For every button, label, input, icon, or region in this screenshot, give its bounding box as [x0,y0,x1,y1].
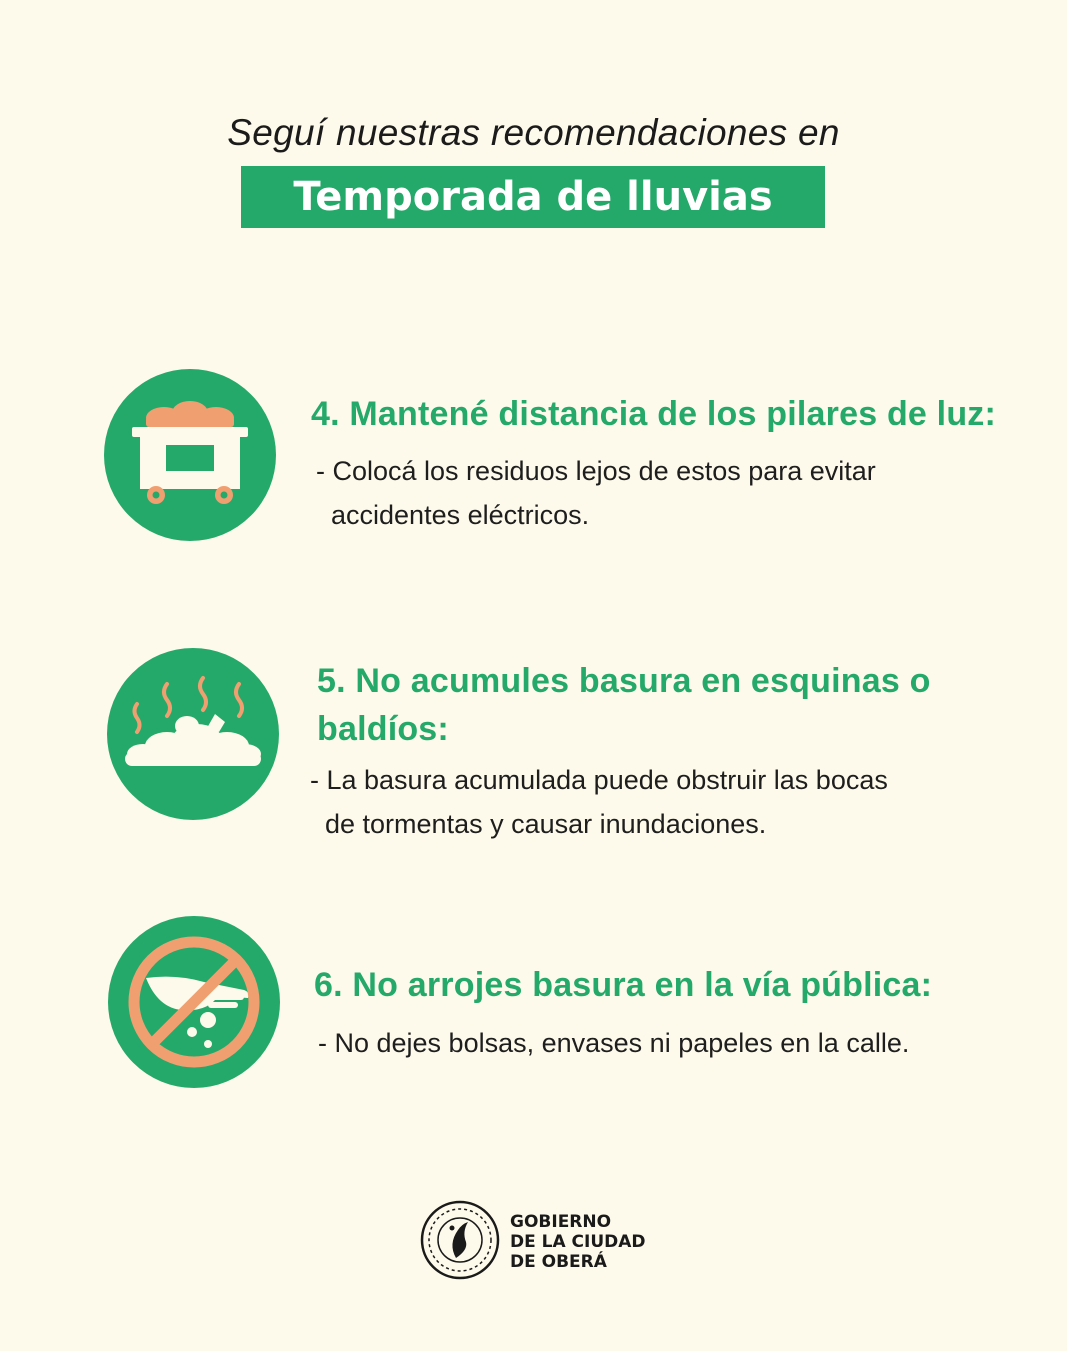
garbage-container-icon [104,369,276,541]
subtitle: Seguí nuestras recomendaciones en [227,112,840,153]
obera-seal-icon [420,1200,500,1280]
page-title [241,166,825,228]
tip-5-heading-line2: baldíos: [317,710,449,748]
tip-5-heading [317,657,931,753]
garbage-pile-icon [107,648,279,820]
no-littering-icon [108,916,280,1088]
logo-line-3: DE OBERÁ [510,1252,607,1272]
page-title-text: Temporada de lluvias [293,174,773,220]
government-logo-text [510,1212,646,1272]
tip-5-heading-line1: 5. No acumules basura en esquinas o [317,662,931,700]
tip-4-text: - Colocá los residuos lejos de estos para evitar accidentes eléctricos. [316,456,876,530]
tip-4-heading: 4. Mantené distancia de los pilares de luz: [311,395,997,433]
logo-line-1: GOBIERNO [510,1212,612,1232]
tip-6-text: - No dejes bolsas, envases ni papeles en la calle. [318,1028,910,1058]
tip-5-text: - La basura acumulada puede obstruir las bocas de tormentas y causar inundaciones. [310,765,888,839]
tip-6-heading: 6. No arrojes basura en la vía pública: [314,966,933,1004]
logo-line-2: DE LA CIUDAD [510,1232,646,1252]
